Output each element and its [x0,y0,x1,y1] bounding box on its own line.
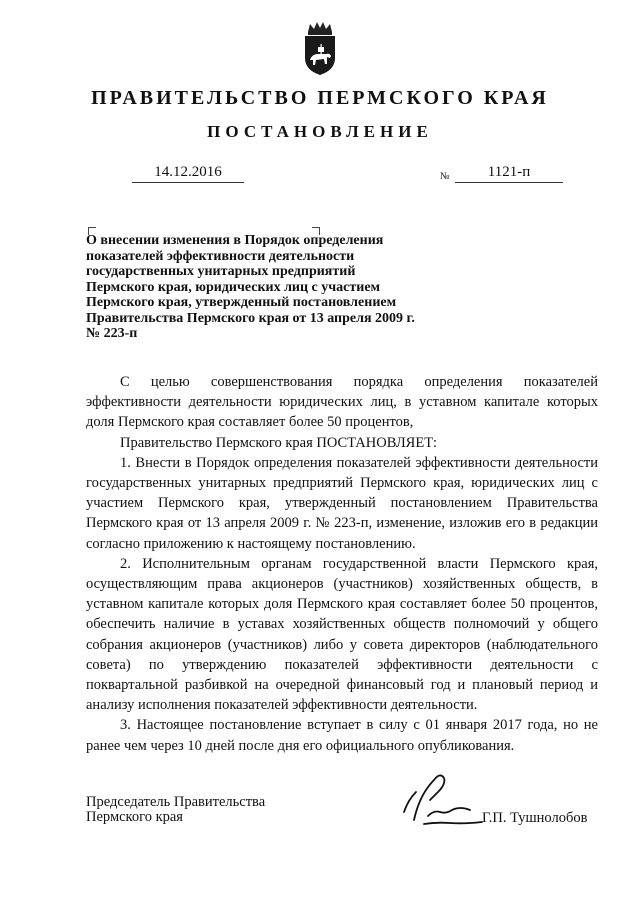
document-type: ПОСТАНОВЛЕНИЕ [207,122,433,141]
signatory-position [86,795,265,825]
signatory-name: Г.П. Тушнолобов [482,810,588,826]
resolution-statement: Правительство Пермского края ПОСТАНОВЛЯЕТ: [120,434,438,451]
subject-line: О внесении изменения в Порядок определения [86,233,384,248]
perm-krai-coat-of-arms-icon [300,20,340,76]
clause-1: 1. Внести в Порядок определения показателей эффективности деятельности государственных унитарных предприятий Пермского края, юридических лиц с участием Пермского края, утвержденный постановлением Правительства Пермского края от 13 апреля 2009 г. № 223-п, изменение, изложив его в редакции согласно приложению к настоящему постановлению. [86,454,598,552]
document-number: 1121-п [455,164,563,183]
document-date: 14.12.2016 [132,164,244,183]
subject-line: показателей эффективности деятельности [86,248,355,264]
preamble-paragraph: С целью совершенствования порядка определения показателей эффективности деятельности юридических лиц, в уставном капитале которых доля Пермского края составляет более 50 процентов, [86,374,598,431]
subject-line: № 223-п [86,326,138,341]
handwritten-signature [394,762,484,834]
subject-line: Пермского края, утвержденный постановлением [86,295,397,310]
subject-line: государственных унитарных предприятий [86,264,356,279]
clause-3: 3. Настоящее постановление вступает в силу с 01 января 2017 года, но не ранее чем через 10 дней после дня его официального опубликования. [86,717,598,754]
subject-line: Правительства Пермского края от 13 апреля 2009 г. [86,310,415,326]
document-body [86,372,598,756]
signatory-position-line: Председатель Правительства [86,794,266,810]
subject-line: Пермского края, юридических лиц с участием [86,279,381,295]
signatory-position-line: Пермского края [86,809,183,825]
document-subject [86,233,466,342]
organization-title: ПРАВИТЕЛЬСТВО ПЕРМСКОГО КРАЯ [91,87,549,109]
clause-2: 2. Исполнительным органам государственной власти Пермского края, осуществляющим права акционеров (участников) хозяйственных обществ, в уставном капитале которых доля Пермского края составляет более 50 процентов, обеспечить наличие в уставах хозяйственных обществ полномочий у общего собрания акционеров (участников) либо у совета директоров (наблюдательного совета) по утверждению показателей эффективности деятельности с поквартальной разбивкой на очередной финансовый год и плановый период и анализу исполнения показателей эффективности деятельности. [86,555,598,714]
number-sign: № [440,171,450,182]
